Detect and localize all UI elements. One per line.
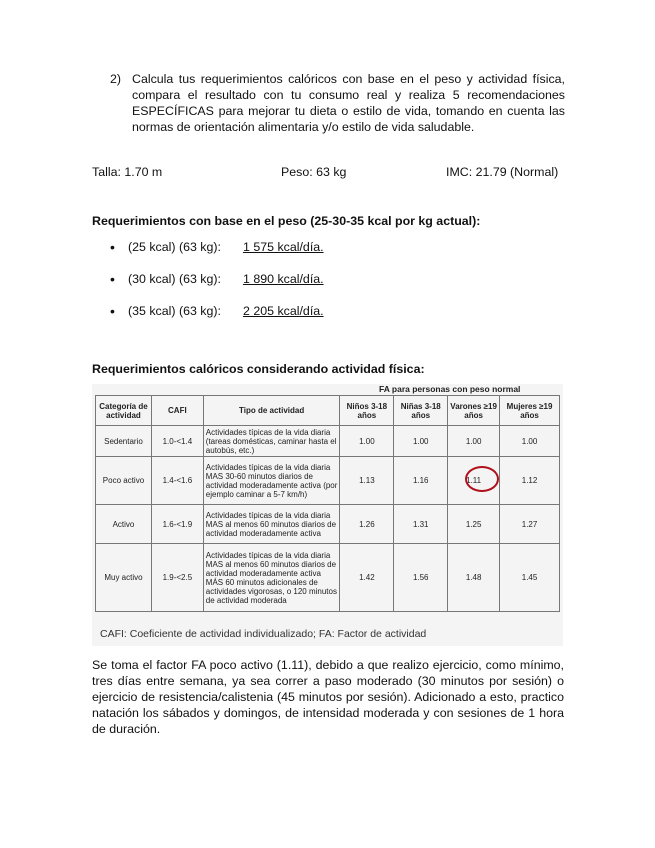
cell-tipo: Actividades típicas de la vida diaria MAS al menos 60 minutos diarios de actividad moderadamente activa MÁS 60 minutos adicionales de actividades vigorosas, o 120 minutos de actividad moderada bbox=[203, 544, 340, 612]
explanation-paragraph: Se toma el factor FA poco activo (1.11), debido a que realizo ejercicio, como mínimo, tres días entre semana, ya sea correr a paso moderado (30 minutos por sesión) o ejercicio de resistencia/calistenia (45 minutos por sesión). Adicionado a esto, practico natación los sábados y domingos, de intensidad moderada y con sesiones de 1 hora de duración. bbox=[92, 658, 564, 736]
highlight-circle-annotation bbox=[465, 466, 499, 492]
cell-cafi: 1.9-<2.5 bbox=[151, 544, 203, 612]
cell-tipo: Actividades típicas de la vida diaria MAS 30-60 minutos diarios de actividad moderadamente activa (por ejemplo caminar a 5-7 km/h) bbox=[203, 457, 340, 505]
bullet-icon: • bbox=[110, 271, 115, 287]
column-header: Mujeres ≥19 años bbox=[500, 396, 560, 426]
cell-category: Activo bbox=[96, 505, 152, 544]
column-header: CAFI bbox=[151, 396, 203, 426]
column-header: Tipo de actividad bbox=[203, 396, 340, 426]
weight-item-label: (25 kcal) (63 kg): bbox=[128, 240, 221, 254]
weight-item-value: 1 890 kcal/día. bbox=[243, 272, 324, 286]
cell-category: Sedentario bbox=[96, 426, 152, 457]
fa-header: FA para personas con peso normal bbox=[340, 384, 560, 396]
table-row bbox=[96, 544, 560, 612]
cell-fa: 1.26 bbox=[340, 505, 394, 544]
cell-category: Poco activo bbox=[96, 457, 152, 505]
cell-fa-highlighted: 1.11 bbox=[448, 457, 500, 505]
cell-fa: 1.00 bbox=[394, 426, 448, 457]
cell-fa: 1.45 bbox=[500, 544, 560, 612]
weight-item-value: 2 205 kcal/día. bbox=[243, 304, 324, 318]
bullet-icon: • bbox=[110, 303, 115, 319]
weight-item-value: 1 575 kcal/día. bbox=[243, 240, 324, 254]
bullet-icon: • bbox=[110, 239, 115, 255]
table-row bbox=[96, 426, 560, 457]
peso-value: Peso: 63 kg bbox=[281, 165, 347, 179]
column-header: Niñas 3-18 años bbox=[394, 396, 448, 426]
imc-value: IMC: 21.79 (Normal) bbox=[446, 165, 559, 179]
question-block bbox=[110, 71, 565, 135]
column-header: Varones ≥19 años bbox=[448, 396, 500, 426]
cell-cafi: 1.0-<1.4 bbox=[151, 426, 203, 457]
cell-fa: 1.00 bbox=[448, 426, 500, 457]
cell-fa: 1.13 bbox=[340, 457, 394, 505]
activity-factor-table bbox=[95, 384, 560, 612]
cell-fa: 1.00 bbox=[500, 426, 560, 457]
cell-fa: 1.16 bbox=[394, 457, 448, 505]
cell-cafi: 1.4-<1.6 bbox=[151, 457, 203, 505]
cell-fa: 1.48 bbox=[448, 544, 500, 612]
cell-fa: 1.12 bbox=[500, 457, 560, 505]
table-caption: CAFI: Coeficiente de actividad individualizado; FA: Factor de actividad bbox=[100, 628, 427, 640]
activity-factor-figure bbox=[92, 384, 563, 646]
column-header: Niños 3-18 años bbox=[340, 396, 394, 426]
cell-fa: 1.00 bbox=[340, 426, 394, 457]
cell-tipo: Actividades típicas de la vida diaria MAS al menos 60 minutos diarios de actividad moderadamente activa bbox=[203, 505, 340, 544]
cell-fa: 1.42 bbox=[340, 544, 394, 612]
cell-category: Muy activo bbox=[96, 544, 152, 612]
cell-cafi: 1.6-<1.9 bbox=[151, 505, 203, 544]
cell-tipo: Actividades típicas de la vida diaria (tareas domésticas, caminar hasta el autobús, etc.) bbox=[203, 426, 340, 457]
cell-fa: 1.27 bbox=[500, 505, 560, 544]
cell-fa: 1.25 bbox=[448, 505, 500, 544]
weight-item-label: (30 kcal) (63 kg): bbox=[128, 272, 221, 286]
question-number: 2) bbox=[110, 72, 122, 86]
column-header: Categoría de actividad bbox=[96, 396, 152, 426]
cell-fa: 1.56 bbox=[394, 544, 448, 612]
talla-value: Talla: 1.70 m bbox=[92, 165, 163, 179]
cell-fa: 1.31 bbox=[394, 505, 448, 544]
weight-heading: Requerimientos con base en el peso (25-30-35 kcal por kg actual): bbox=[92, 214, 481, 228]
activity-heading: Requerimientos calóricos considerando actividad física: bbox=[92, 362, 425, 376]
table-row bbox=[96, 505, 560, 544]
weight-item-label: (35 kcal) (63 kg): bbox=[128, 304, 221, 318]
question-text: Calcula tus requerimientos calóricos con base en el peso y actividad física, compara el resultado con tu consumo real y realiza 5 recomendaciones ESPECÍFICAS para mejorar tu dieta o estilo de vida, tomando en cuenta las normas de orientación alimentaria y/o estilo de vida saludable. bbox=[132, 72, 565, 134]
